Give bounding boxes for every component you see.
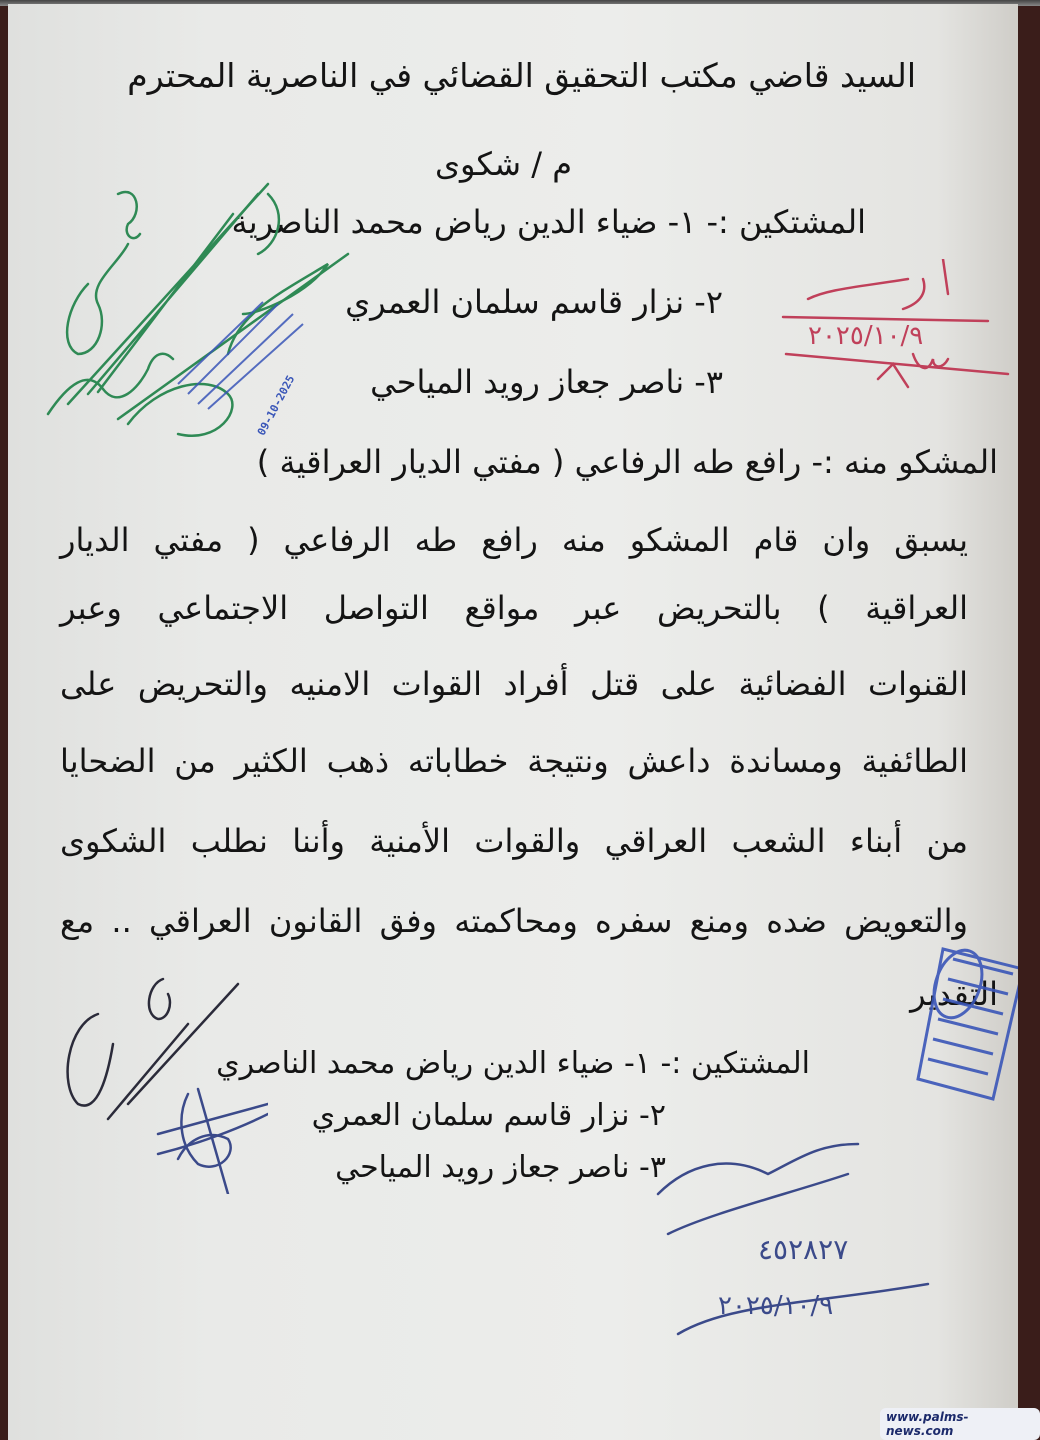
stamp-date: 09-10-2025	[254, 373, 298, 438]
complainants-label: المشتكين :-	[706, 203, 866, 241]
body-line-2: العراقية ) بالتحريض عبر مواقع التواصل الاجتماعي وعبر	[60, 589, 968, 627]
red-note-date: ٢٠٢٥/١٠/٩	[808, 321, 924, 351]
complainant-2: ٢- نزار قاسم سلمان العمري	[345, 283, 723, 321]
closing-text: التقدير	[910, 975, 998, 1013]
complainant-3: ٣- ناصر جعاز رويد المياحي	[370, 363, 723, 401]
blue-note-number: ٤٥٢٨٢٧	[758, 1233, 849, 1266]
footer-complainant-3: ٣- ناصر جعاز رويد المياحي	[335, 1150, 666, 1185]
body-line-3: القنوات الفضائية على قتل أفراد القوات الامنيه والتحريض على	[60, 665, 968, 703]
blue-stamp-bottom-icon	[913, 939, 1018, 1109]
body-line-5: من أبناء الشعب العراقي والقوات الأمنية وأننا نطلب الشكوى	[60, 822, 968, 860]
signatures-bottom-left-icon	[38, 964, 268, 1194]
body-line-6: والتعويض ضده ومنع سفره ومحاكمته وفق القانون العراقي .. مع	[60, 902, 968, 940]
footer-complainants-label: المشتكين :-	[660, 1046, 810, 1081]
document-page	[8, 4, 1018, 1440]
body-line-1: يسبق وان قام المشكو منه رافع طه الرفاعي ( مفتي الديار	[60, 521, 968, 559]
footer-complainants-row	[216, 1044, 810, 1084]
body-line-4: الطائفية ومساندة داعش ونتيجة خطاباته ذهب الكثير من الضحايا	[60, 742, 968, 780]
footer-complainant-2: ٢- نزار قاسم سلمان العمري	[311, 1098, 666, 1133]
blue-note-date: ٢٠٢٥/١٠/٩	[718, 1291, 834, 1321]
footer-complainant-1: ١- ضياء الدين رياض محمد الناصري	[216, 1046, 651, 1081]
blue-handwritten-notes-icon	[648, 1104, 988, 1344]
document-subject: م / شكوى	[435, 145, 572, 183]
watermark-link[interactable]: www.palms-news.com	[880, 1408, 1040, 1440]
document-title: السيد قاضي مكتب التحقيق القضائي في الناصرية المحترم	[127, 56, 916, 95]
complainant-1: ١- ضياء الدين رياض محمد الناصرية	[231, 203, 697, 241]
defendant-line: المشكو منه :- رافع طه الرفاعي ( مفتي الديار العراقية )	[256, 443, 998, 481]
red-handwritten-note-icon	[768, 259, 1018, 409]
